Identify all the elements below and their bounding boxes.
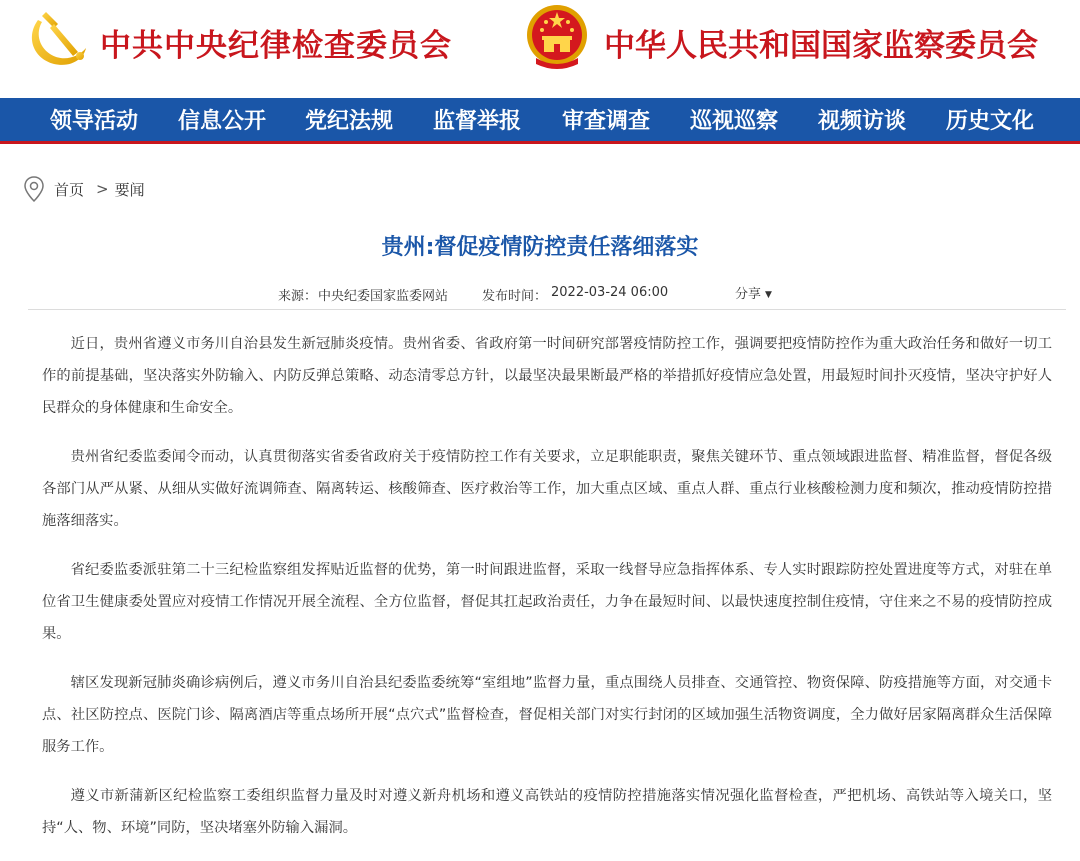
breadcrumb [22, 175, 145, 203]
article-paragraph: 省纪委监委派驻第二十三纪检监察组发挥贴近监督的优势，第一时间跟进监督，采取一线督导应急指挥体系、专人实时跟踪防控处置进度等方式，对驻在单位省卫生健康委处置应对疫情工作情况开展全流程、全方位监督，督促其扛起政治责任，力争在最短时间、以最快速度控制住疫情，守住来之不易的疫情防控成果。 [42, 562, 1052, 642]
source-value: 中央纪委国家监委网站 [318, 289, 449, 304]
masthead [0, 0, 1080, 98]
nav-item-report[interactable]: 监督举报 [433, 108, 522, 134]
breadcrumb-home[interactable]: 首页 [54, 180, 85, 199]
nav-item-inspection[interactable]: 巡视巡察 [690, 108, 779, 134]
breadcrumb-current[interactable]: 要闻 [114, 180, 145, 199]
article-body [42, 328, 1052, 861]
publish-time-value: 2022-03-24 06:00 [551, 285, 669, 300]
article-paragraph: 遵义市新蒲新区纪检监察工委组织监督力量及时对遵义新舟机场和遵义高铁站的疫情防控措施落实情况强化监督检查，严把机场、高铁站等入境关口，坚持“人、物、环境”同防，坚决堵塞外防输入漏洞。 [42, 788, 1052, 836]
nav-item-investigation[interactable]: 审查调查 [562, 108, 651, 134]
nav-item-video[interactable]: 视频访谈 [818, 108, 907, 134]
national-emblem-icon[interactable] [524, 2, 590, 72]
location-pin-icon [22, 175, 46, 203]
article-paragraph: 贵州省纪委监委闻令而动，认真贯彻落实省委省政府关于疫情防控工作有关要求，立足职能职责，聚焦关键环节、重点领域跟进监督、精准监督，督促各级各部门从严从紧、从细从实做好流调筛查、隔离转运、核酸筛查、医疗救治等工作，加大重点区域、重点人群、重点行业核酸检测力度和频次，推动疫情防控措施落细落实。 [42, 449, 1052, 529]
breadcrumb-separator: > [96, 180, 109, 198]
share-button[interactable] [735, 283, 772, 302]
publish-time-label: 发布时间： [482, 289, 548, 304]
nav-item-history[interactable]: 历史文化 [946, 108, 1035, 134]
chevron-down-icon: ▼ [765, 289, 772, 300]
site-title-ccdi[interactable]: 中共中央纪律检查委员会 [100, 28, 452, 64]
article-title: 贵州:督促疫情防控责任落细落实 [381, 235, 699, 260]
divider [28, 309, 1066, 310]
main-nav [0, 98, 1080, 144]
site-title-nsc[interactable]: 中华人民共和国国家监察委员会 [604, 28, 1038, 64]
nav-item-info-disclosure[interactable]: 信息公开 [178, 108, 267, 134]
share-label: 分享 [735, 287, 762, 302]
article-paragraph: 辖区发现新冠肺炎确诊病例后，遵义市务川自治县纪委监委统筹“室组地”监督力量，重点围绕人员排查、交通管控、物资保障、防疫措施等方面，对交通卡点、社区防控点、医院门诊、隔离酒店等重点场所开展“点穴式”监督检查，督促相关部门对实行封闭的区域加强生活物资调度，全力做好居家隔离群众生活保障服务工作。 [42, 675, 1052, 755]
nav-item-leadership[interactable]: 领导活动 [50, 108, 139, 134]
source-label: 来源： [278, 289, 318, 304]
nav-item-regulations[interactable]: 党纪法规 [305, 108, 394, 134]
article-meta [0, 285, 1080, 303]
party-emblem-icon[interactable] [24, 6, 90, 72]
article-paragraph: 近日，贵州省遵义市务川自治县发生新冠肺炎疫情。贵州省委、省政府第一时间研究部署疫情防控工作，强调要把疫情防控作为重大政治任务和做好一切工作的前提基础，坚决落实外防输入、内防反弹总策略、动态清零总方针，以最坚决最果断最严格的举措抓好疫情应急处置，用最短时间扑灭疫情，坚决守护好人民群众的身体健康和生命安全。 [42, 336, 1052, 416]
